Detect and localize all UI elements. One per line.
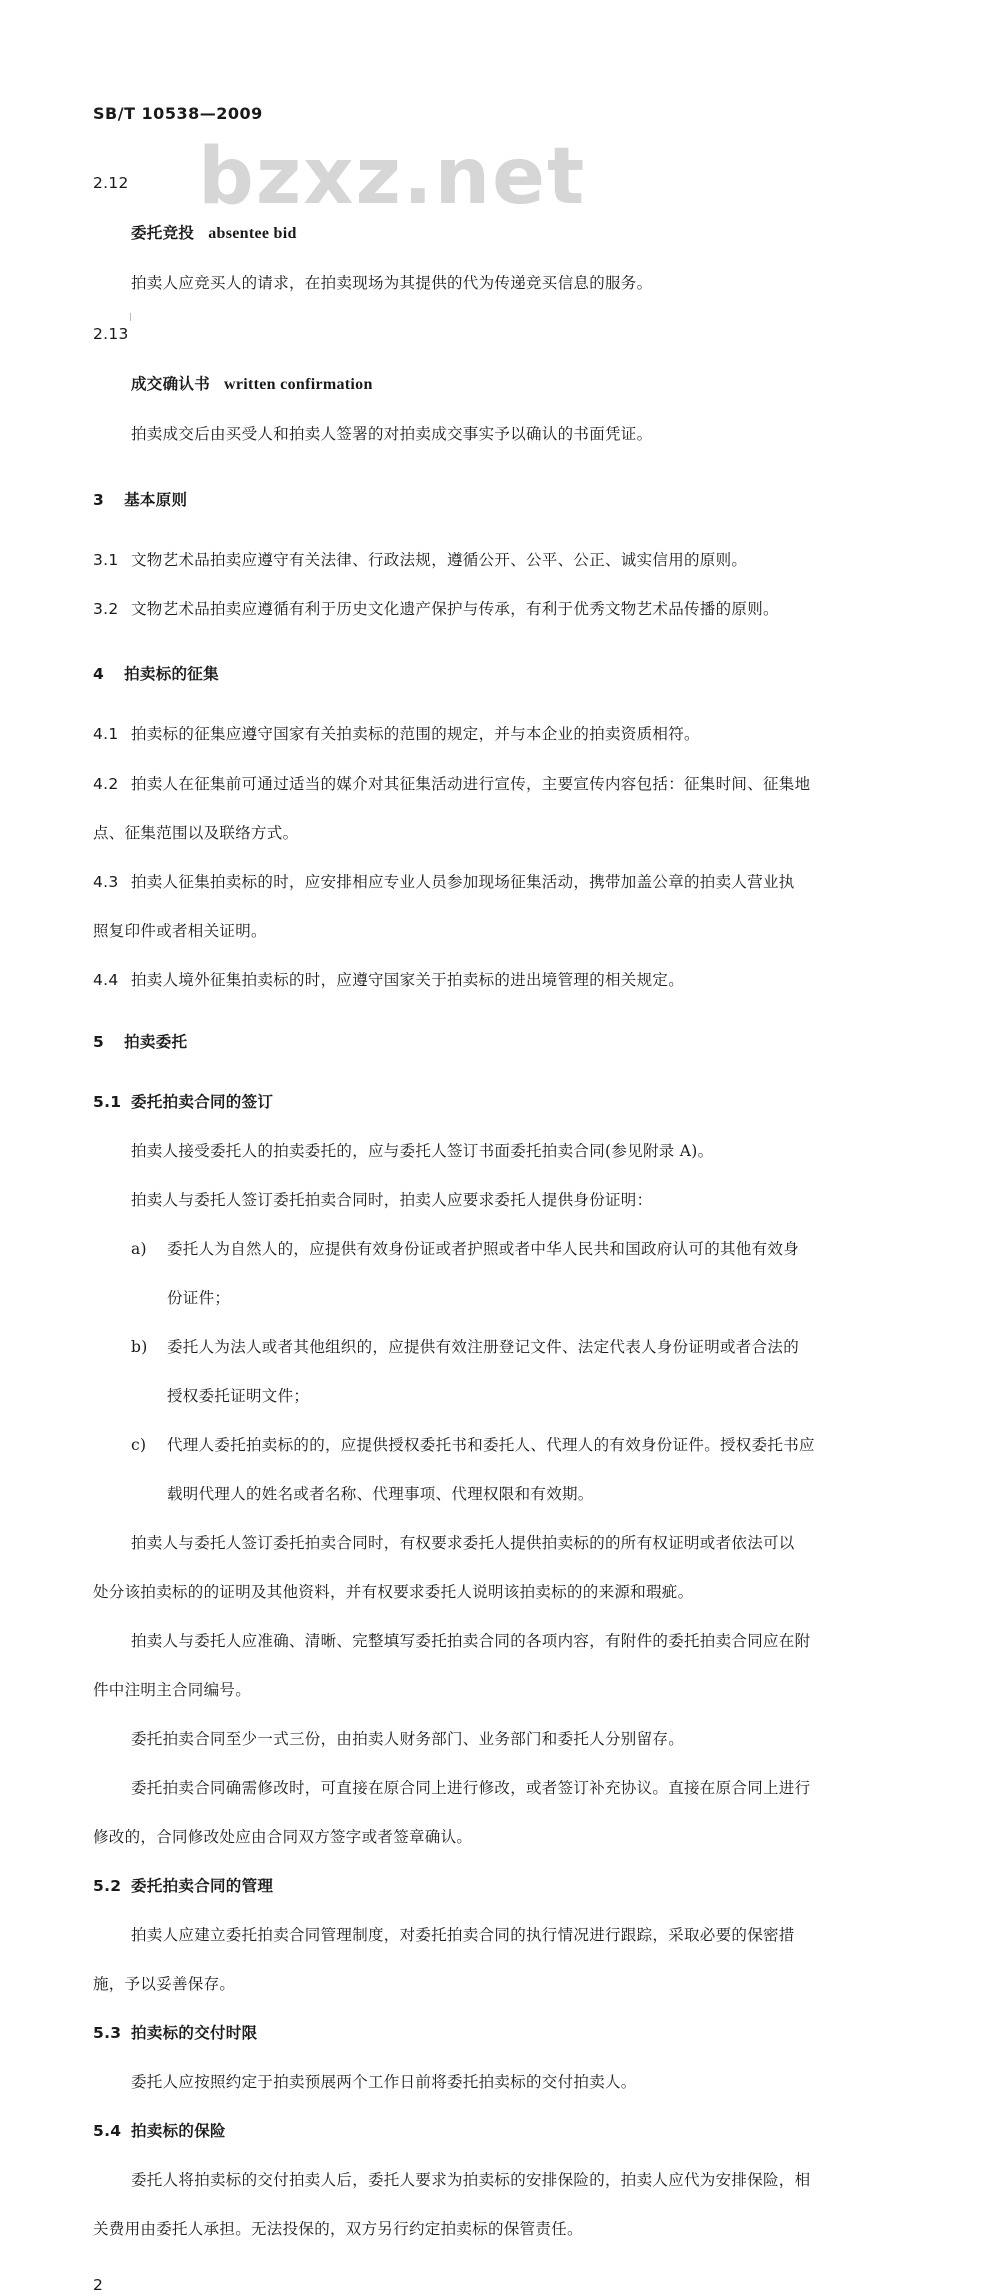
list-item — [131, 1238, 1000, 1260]
term-zh: 成交确认书 — [131, 374, 211, 393]
clause-number: 5.2 — [93, 1877, 122, 1895]
clause-text: 文物艺术品拍卖应遵守有关法律、行政法规，遵循公开、公平、公正、诚实信用的原则。 — [131, 551, 748, 569]
section-number: 4 — [93, 665, 105, 683]
paragraph-continuation: 处分该拍卖标的的证明及其他资料，并有权要求委托人说明该拍卖标的的来源和瑕疵。 — [93, 1583, 694, 1601]
subsection-title: 委托拍卖合同的管理 — [131, 1876, 274, 1895]
term-zh: 委托竞投 — [131, 223, 195, 242]
paragraph: 拍卖人与委托人签订委托拍卖合同时，有权要求委托人提供拍卖标的的所有权证明或者依法可以 — [131, 1534, 795, 1552]
paragraph: 拍卖人与委托人签订委托拍卖合同时，拍卖人应要求委托人提供身份证明： — [131, 1191, 653, 1209]
clause-text: 拍卖人在征集前可通过适当的媒介对其征集活动进行宣传，主要宣传内容包括：征集时间、征集地 — [131, 775, 811, 793]
term-title — [131, 222, 1000, 245]
paragraph-continuation: 施，予以妥善保存。 — [93, 1975, 236, 1993]
clause-text: 拍卖标的征集应遵守国家有关拍卖标的范围的规定，并与本企业的拍卖资质相符。 — [131, 725, 700, 743]
term-en: written confirmation — [224, 376, 373, 393]
subsection-title: 拍卖标的保险 — [131, 2121, 226, 2140]
subsection-heading — [93, 2120, 1000, 2142]
term-en: absentee bid — [208, 225, 297, 242]
section-number: 3 — [93, 491, 105, 509]
section-number: 5 — [93, 1033, 105, 1051]
list-marker: c) — [131, 1436, 147, 1454]
clause-continuation: 点、征集范围以及联络方式。 — [93, 824, 299, 842]
clause-continuation: 照复印件或者相关证明。 — [93, 922, 267, 940]
subsection-heading — [93, 1091, 1000, 1113]
list-text: 委托人为法人或者其他组织的，应提供有效注册登记文件、法定代表人身份证明或者合法的 — [167, 1338, 800, 1356]
paragraph: 委托人应按照约定于拍卖预展两个工作日前将委托拍卖标的交付拍卖人。 — [131, 2073, 637, 2091]
paragraph-continuation: 修改的，合同修改处应由合同双方签字或者签章确认。 — [93, 1828, 473, 1846]
list-marker: b) — [131, 1338, 148, 1356]
section-heading — [93, 663, 1000, 685]
term-definition: 拍卖人应竞买人的请求，在拍卖现场为其提供的代为传递竞买信息的服务。 — [131, 274, 653, 292]
term-title — [131, 373, 1000, 396]
section-heading — [93, 489, 1000, 511]
clause-number: 3.1 — [93, 551, 119, 569]
section-heading — [93, 1031, 1000, 1053]
clause-text: 拍卖人境外征集拍卖标的时，应遵守国家关于拍卖标的进出境管理的相关规定。 — [131, 971, 685, 989]
list-item — [131, 1336, 1000, 1358]
paragraph: 拍卖人与委托人应准确、清晰、完整填写委托拍卖合同的各项内容，有附件的委托拍卖合同应在附 — [131, 1632, 811, 1650]
paragraph: 委托拍卖合同确需修改时，可直接在原合同上进行修改，或者签订补充协议。直接在原合同上进行 — [131, 1779, 811, 1797]
clause-number: 5.4 — [93, 2122, 122, 2140]
paragraph: 拍卖人应建立委托拍卖合同管理制度，对委托拍卖合同的执行情况进行跟踪，采取必要的保密措 — [131, 1926, 795, 1944]
clause-text: 文物艺术品拍卖应遵循有利于历史文化遗产保护与传承，有利于优秀文物艺术品传播的原则。 — [131, 600, 779, 618]
paragraph-continuation: 件中注明主合同编号。 — [93, 1681, 252, 1699]
clause-number: 2.13 — [93, 325, 129, 343]
list-item — [131, 1434, 1000, 1456]
subsection-title: 拍卖标的交付时限 — [131, 2023, 258, 2042]
clause-number: 4.2 — [93, 775, 119, 793]
section-title: 基本原则 — [124, 490, 188, 509]
subsection-heading — [93, 1875, 1000, 1897]
clause-number: 2.12 — [93, 174, 129, 192]
clause-number: 4.1 — [93, 725, 119, 743]
clause — [93, 549, 1000, 571]
list-text: 代理人委托拍卖标的的，应提供授权委托书和委托人、代理人的有效身份证件。授权委托书应 — [167, 1436, 815, 1454]
document-code-header: SB/T 10538—2009 — [93, 104, 263, 123]
clause — [93, 969, 1000, 991]
clause — [93, 773, 1000, 795]
clause-number: 5.3 — [93, 2024, 122, 2042]
list-text: 委托人为自然人的，应提供有效身份证或者护照或者中华人民共和国政府认可的其他有效身 — [167, 1240, 800, 1258]
clause — [93, 723, 1000, 745]
watermark: bzxz.net — [198, 132, 587, 222]
subsection-heading — [93, 2022, 1000, 2044]
subsection-title: 委托拍卖合同的签订 — [131, 1092, 274, 1111]
clause-number: 3.2 — [93, 600, 119, 618]
margin-mark — [130, 313, 131, 321]
list-continuation: 份证件； — [167, 1289, 231, 1307]
term-definition: 拍卖成交后由买受人和拍卖人签署的对拍卖成交事实予以确认的书面凭证。 — [131, 425, 653, 443]
section-title: 拍卖标的征集 — [124, 664, 219, 683]
paragraph: 委托人将拍卖标的交付拍卖人后，委托人要求为拍卖标的安排保险的，拍卖人应代为安排保险，相 — [131, 2171, 811, 2189]
clause-text: 拍卖人征集拍卖标的时，应安排相应专业人员参加现场征集活动，携带加盖公章的拍卖人营业执 — [131, 873, 795, 891]
clause-number: 5.1 — [93, 1093, 122, 1111]
paragraph: 拍卖人接受委托人的拍卖委托的，应与委托人签订书面委托拍卖合同(参见附录 A)。 — [131, 1142, 714, 1160]
list-continuation: 授权委托证明文件； — [167, 1387, 310, 1405]
paragraph-continuation: 关费用由委托人承担。无法投保的，双方另行约定拍卖标的保管责任。 — [93, 2220, 583, 2238]
list-marker: a) — [131, 1240, 147, 1258]
clause-number: 4.4 — [93, 971, 119, 989]
section-title: 拍卖委托 — [124, 1032, 188, 1051]
clause-number: 4.3 — [93, 873, 119, 891]
paragraph: 委托拍卖合同至少一式三份，由拍卖人财务部门、业务部门和委托人分别留存。 — [131, 1730, 685, 1748]
page-number: 2 — [93, 2276, 104, 2294]
list-continuation: 载明代理人的姓名或者名称、代理事项、代理权限和有效期。 — [167, 1485, 594, 1503]
clause — [93, 871, 1000, 893]
clause — [93, 598, 1000, 620]
